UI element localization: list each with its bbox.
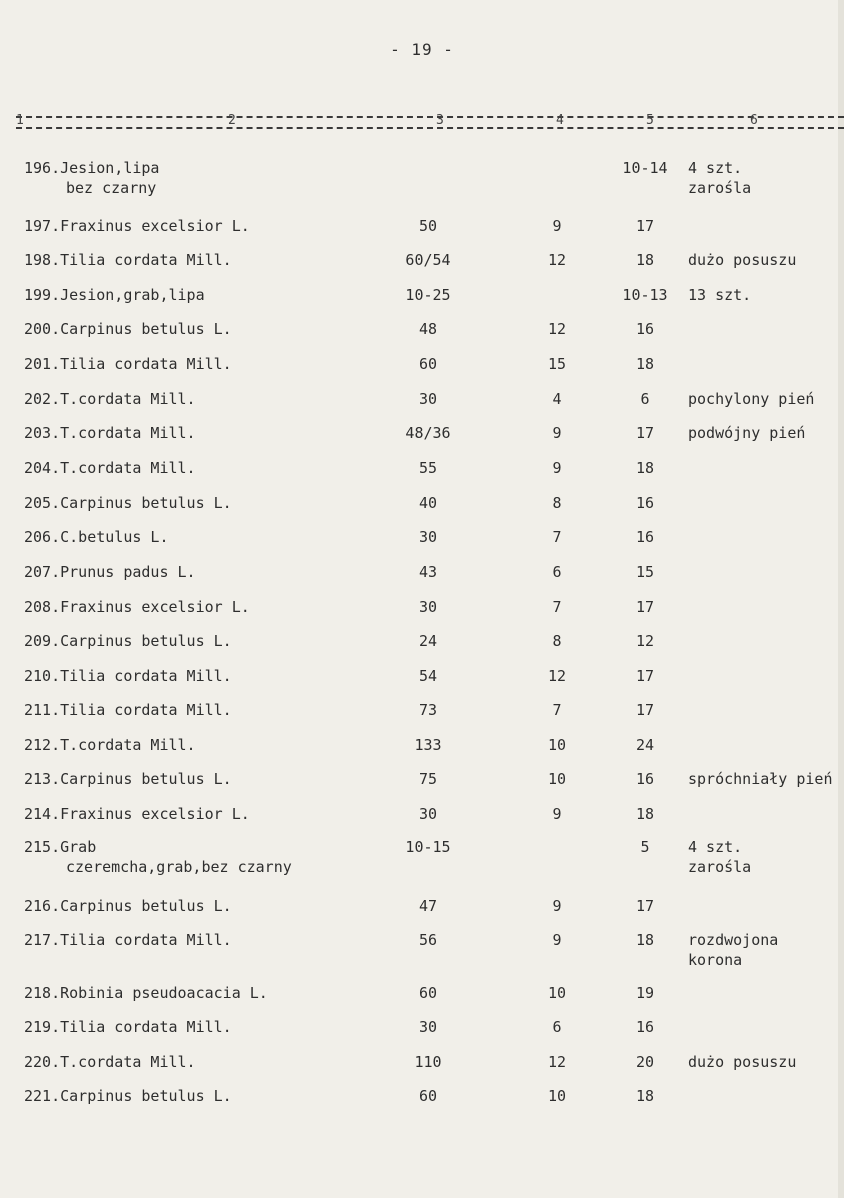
remarks: dużo posuszu xyxy=(688,1053,797,1071)
species-name-continued: czeremcha,grab,bez czarny xyxy=(66,858,292,876)
remarks-continued: zarośla xyxy=(688,179,752,197)
column-5-value: 10-13 xyxy=(622,286,668,304)
header-rule-top xyxy=(16,116,844,118)
column-4-value: 6 xyxy=(552,1018,562,1036)
species-name: 204.T.cordata Mill. xyxy=(24,459,196,477)
column-5-value: 19 xyxy=(635,984,655,1002)
column-3-value: 110 xyxy=(414,1053,442,1071)
species-name: 213.Carpinus betulus L. xyxy=(24,770,232,788)
species-name: 198.Tilia cordata Mill. xyxy=(24,251,232,269)
species-name: 200.Carpinus betulus L. xyxy=(24,320,232,338)
column-3-value: 60/54 xyxy=(405,251,451,269)
column-4-value: 7 xyxy=(552,528,562,546)
column-4-value: 9 xyxy=(552,217,562,235)
column-5-value: 18 xyxy=(635,355,655,373)
column-3-value: 60 xyxy=(418,355,438,373)
column-5-value: 18 xyxy=(635,931,655,949)
column-4-value: 12 xyxy=(547,1053,567,1071)
remarks: podwójny pień xyxy=(688,424,806,442)
column-3-value: 48 xyxy=(418,320,438,338)
column-5-value: 18 xyxy=(635,1087,655,1105)
remarks: 4 szt. xyxy=(688,838,743,856)
column-4-value: 12 xyxy=(547,251,567,269)
column-3-value: 54 xyxy=(418,667,438,685)
column-5-value: 16 xyxy=(635,494,655,512)
column-3-value: 73 xyxy=(418,701,438,719)
species-name: 201.Tilia cordata Mill. xyxy=(24,355,232,373)
species-name: 196.Jesion,lipa xyxy=(24,159,160,177)
column-header-3: 3 xyxy=(436,113,444,128)
column-header-4: 4 xyxy=(556,113,564,128)
column-header-6: 6 xyxy=(750,113,758,128)
species-name: 203.T.cordata Mill. xyxy=(24,424,196,442)
species-name: 217.Tilia cordata Mill. xyxy=(24,931,232,949)
remarks: dużo posuszu xyxy=(688,251,797,269)
column-5-value: 16 xyxy=(635,770,655,788)
column-5-value: 16 xyxy=(635,1018,655,1036)
species-name: 218.Robinia pseudoacacia L. xyxy=(24,984,268,1002)
column-4-value: 9 xyxy=(552,424,562,442)
column-5-value: 17 xyxy=(635,667,655,685)
column-5-value: 17 xyxy=(635,701,655,719)
species-name: 205.Carpinus betulus L. xyxy=(24,494,232,512)
column-header-1: 1 xyxy=(16,113,24,128)
column-5-value: 16 xyxy=(635,320,655,338)
column-3-value: 30 xyxy=(418,528,438,546)
column-3-value: 10-15 xyxy=(405,838,451,856)
page-number: - 19 - xyxy=(390,40,454,59)
column-5-value: 12 xyxy=(635,632,655,650)
species-name: 221.Carpinus betulus L. xyxy=(24,1087,232,1105)
column-4-value: 4 xyxy=(552,390,562,408)
remarks: 4 szt. xyxy=(688,159,743,177)
column-5-value: 18 xyxy=(635,805,655,823)
species-name: 211.Tilia cordata Mill. xyxy=(24,701,232,719)
column-3-value: 30 xyxy=(418,598,438,616)
column-4-value: 6 xyxy=(552,563,562,581)
column-3-value: 40 xyxy=(418,494,438,512)
column-5-value: 18 xyxy=(635,251,655,269)
species-name: 207.Prunus padus L. xyxy=(24,563,196,581)
column-5-value: 20 xyxy=(635,1053,655,1071)
species-name: 199.Jesion,grab,lipa xyxy=(24,286,205,304)
species-name: 197.Fraxinus excelsior L. xyxy=(24,217,250,235)
column-5-value: 17 xyxy=(635,424,655,442)
column-4-value: 12 xyxy=(547,320,567,338)
species-name: 216.Carpinus betulus L. xyxy=(24,897,232,915)
remarks-continued: korona xyxy=(688,951,743,969)
header-rule-bottom xyxy=(16,127,844,129)
column-4-value: 15 xyxy=(547,355,567,373)
column-4-value: 9 xyxy=(552,459,562,477)
column-4-value: 9 xyxy=(552,897,562,915)
column-3-value: 133 xyxy=(414,736,442,754)
column-3-value: 43 xyxy=(418,563,438,581)
column-4-value: 7 xyxy=(552,598,562,616)
column-4-value: 10 xyxy=(547,770,567,788)
column-3-value: 10-25 xyxy=(405,286,451,304)
column-4-value: 10 xyxy=(547,1087,567,1105)
page-edge-shadow xyxy=(838,0,844,1198)
species-name: 212.T.cordata Mill. xyxy=(24,736,196,754)
column-4-value: 8 xyxy=(552,494,562,512)
column-5-value: 16 xyxy=(635,528,655,546)
species-name: 220.T.cordata Mill. xyxy=(24,1053,196,1071)
column-3-value: 60 xyxy=(418,984,438,1002)
column-4-value: 7 xyxy=(552,701,562,719)
column-5-value: 10-14 xyxy=(622,159,668,177)
column-3-value: 47 xyxy=(418,897,438,915)
column-3-value: 50 xyxy=(418,217,438,235)
remarks: rozdwojona xyxy=(688,931,779,949)
species-name: 215.Grab xyxy=(24,838,97,856)
column-4-value: 9 xyxy=(552,805,562,823)
column-5-value: 17 xyxy=(635,897,655,915)
column-3-value: 56 xyxy=(418,931,438,949)
column-4-value: 9 xyxy=(552,931,562,949)
column-3-value: 55 xyxy=(418,459,438,477)
remarks: pochylony pień xyxy=(688,390,815,408)
species-name: 206.C.betulus L. xyxy=(24,528,169,546)
column-5-value: 17 xyxy=(635,217,655,235)
column-5-value: 24 xyxy=(635,736,655,754)
remarks-continued: zarośla xyxy=(688,858,752,876)
column-3-value: 60 xyxy=(418,1087,438,1105)
column-5-value: 15 xyxy=(635,563,655,581)
column-4-value: 8 xyxy=(552,632,562,650)
column-3-value: 48/36 xyxy=(405,424,451,442)
species-name: 202.T.cordata Mill. xyxy=(24,390,196,408)
column-3-value: 75 xyxy=(418,770,438,788)
remarks: spróchniały pień xyxy=(688,770,833,788)
column-5-value: 6 xyxy=(640,390,650,408)
species-name: 214.Fraxinus excelsior L. xyxy=(24,805,250,823)
remarks: 13 szt. xyxy=(688,286,752,304)
column-header-2: 2 xyxy=(228,113,236,128)
column-3-value: 30 xyxy=(418,390,438,408)
column-4-value: 10 xyxy=(547,984,567,1002)
species-name-continued: bez czarny xyxy=(66,179,157,197)
column-4-value: 12 xyxy=(547,667,567,685)
column-3-value: 24 xyxy=(418,632,438,650)
column-header-5: 5 xyxy=(646,113,654,128)
column-5-value: 17 xyxy=(635,598,655,616)
species-name: 219.Tilia cordata Mill. xyxy=(24,1018,232,1036)
column-4-value: 10 xyxy=(547,736,567,754)
species-name: 210.Tilia cordata Mill. xyxy=(24,667,232,685)
column-3-value: 30 xyxy=(418,805,438,823)
species-name: 208.Fraxinus excelsior L. xyxy=(24,598,250,616)
column-5-value: 5 xyxy=(640,838,650,856)
species-name: 209.Carpinus betulus L. xyxy=(24,632,232,650)
column-3-value: 30 xyxy=(418,1018,438,1036)
column-5-value: 18 xyxy=(635,459,655,477)
